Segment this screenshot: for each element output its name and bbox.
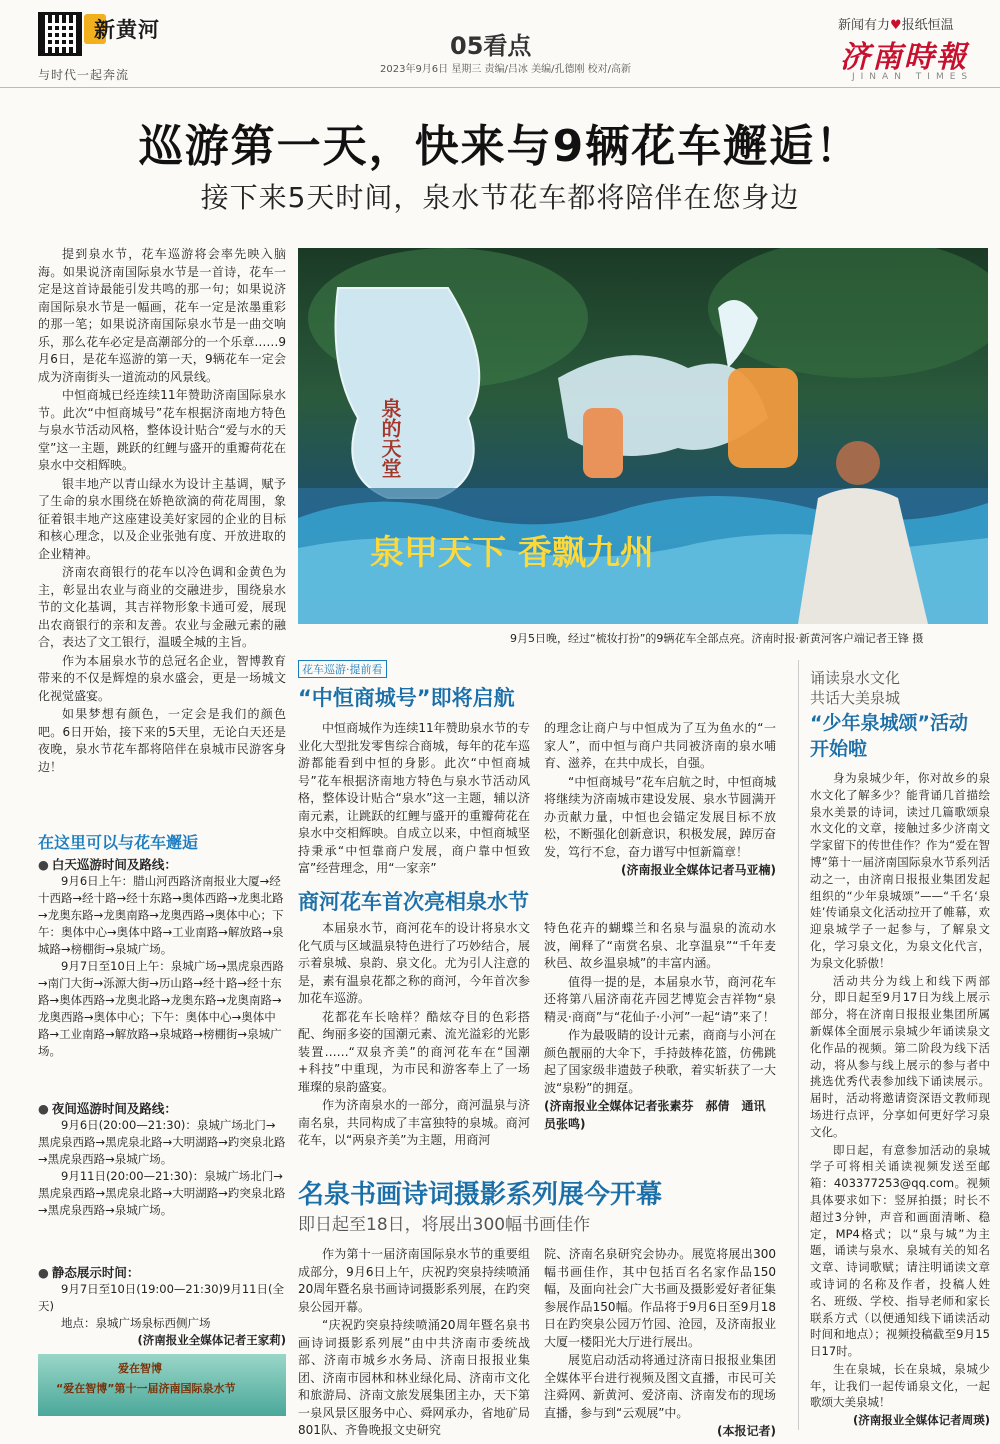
sidebar-title: 在这里可以与花车邂逅 bbox=[38, 833, 199, 852]
story4-title-b: 开始啦 bbox=[810, 738, 868, 760]
static-display-place: 地点：泉城广场泉标西侧广场 bbox=[61, 1316, 211, 1330]
story2-col-a bbox=[298, 920, 530, 1151]
day-route-2: 9月7日至10日上午：泉城广场→黑虎泉西路→南门大街→泺源大街→历山路→经十路→经十东路→奥体西路→龙奥北路→龙奥东路→龙奥南路→龙奥西路→奥体中心；下午：奥体中心→奥体中路→工业南路→解放路→泉城路→榜棚街→泉城广场。 bbox=[38, 959, 284, 1058]
story3-paragraph: 作为第十一届济南国际泉水节的重要组成部分，9月6日上午，庆祝趵突泉持续喷涌20周年暨名泉书画诗词摄影系列展，在趵突泉公园开幕。 bbox=[298, 1247, 530, 1314]
left-paragraph: 提到泉水节，花车巡游将会率先映入脑海。如果说济南国际泉水节是一首诗，花车一定是这首诗最能引发共鸣的那一句；如果说济南国际泉水节是一幅画，花车一定是浓墨重彩的那一笔；如果说济南国际泉水节是一曲交响乐，那么花车必定是高潮部分的一个乐章……9月6日，是花车巡游的第一天，9辆花车一定会成为济南街头一道流动的风景线。 bbox=[38, 247, 286, 384]
banner-line-a: 爱在智博 bbox=[118, 1362, 162, 1375]
section-tag: 花车巡游·提前看 bbox=[298, 660, 387, 678]
night-route-2: 9月11日(20:00—21:30)：泉城广场北门→黑虎泉西路→黑虎泉北路→大明湖路→趵突泉北路→黑虎泉西路→泉城广场。 bbox=[38, 1169, 286, 1217]
day-route-block bbox=[38, 856, 286, 1060]
float-banner-text: 泉甲天下 香飘九州 bbox=[370, 533, 654, 573]
story2-credit: (济南报业全媒体记者张素芬 郝倩 通讯员张鸣) bbox=[544, 1099, 766, 1131]
heart-icon: ♥ bbox=[890, 18, 902, 33]
qr-code-icon[interactable] bbox=[38, 12, 82, 56]
story2-title: 商河花车首次亮相泉水节 bbox=[298, 890, 529, 914]
night-route-block bbox=[38, 1100, 286, 1219]
banner-line-b: “爱在智博”第十一届济南国际泉水节 bbox=[56, 1382, 236, 1395]
story3-credit: (本报记者) bbox=[717, 1424, 776, 1438]
static-display-time: 9月7日至10日(19:00—21:30)9月11日(全天) bbox=[38, 1282, 284, 1313]
vase-shape bbox=[336, 288, 480, 498]
photo-caption: 9月5日晚，经过“梳妆打扮”的9辆花车全部点亮。济南时报·新黄河客户端记者王锋 摄 bbox=[510, 632, 924, 645]
story4-title-a: “少年泉城颂”活动 bbox=[810, 712, 968, 734]
left-paragraph: 银丰地产以青山绿水为设计主基调，赋予了生命的泉水围绕在娇艳欲滴的荷花周围，象征着银丰地产这座建设美好家园的企业的目标和核心理念，以及企业张弛有度、开放进取的企业精神。 bbox=[38, 476, 286, 561]
paper-slogan-a: 新闻有力 bbox=[838, 18, 891, 33]
paper-latin: JINAN TIMES bbox=[852, 72, 974, 82]
story2-paragraph: 作为最吸睛的设计元素，商商与小河在颜色靓丽的大伞下，手持鼓棒花篮，仿佛跳起了国家级非遗鼓子秧歌，着实斩获了一大波“泉粉”的拥趸。 bbox=[544, 1028, 776, 1095]
story4-paragraph: 即日起，有意参加活动的泉城学子可将相关诵读视频发送至邮箱：403377253@qq.com。视频具体要求如下：竖屏拍摄；时长不超过3分钟，声音和画面清晰、稳定，MP4格式；以“泉与城”为主题，诵读与泉水、泉城有关的知名文章、诗词歌赋；请注明诵读文章或诗词的名称及作者，投稿人姓名、班级、学校、指导老师和家长联系方式（以便通知线下诵读活动时间和地点）；视频投稿截至9月15日17时。 bbox=[810, 1142, 990, 1359]
column-divider bbox=[798, 660, 799, 1430]
paper-slogan-b: 报纸恒温 bbox=[901, 18, 954, 33]
brand-mark: 新黄河 bbox=[94, 17, 160, 42]
sidebar-credit: (济南报业全媒体记者王家莉) bbox=[137, 1333, 286, 1347]
vase-text: 泉的天堂 bbox=[378, 398, 402, 478]
day-route-1: 9月6日上午：腊山河西路济南报业大厦→经十西路→经十路→经十东路→奥体西路→龙奥北路→龙奥东路→龙奥南路→龙奥西路→奥体中心；下午：奥体中心→奥体中路→工业南路→解放路→泉城路→榜棚街→泉城广场。 bbox=[38, 874, 284, 956]
story3-title: 名泉书画诗词摄影系列展今开幕 bbox=[298, 1180, 663, 1210]
night-route-heading: ● 夜间巡游时间及路线： bbox=[38, 1100, 286, 1117]
paper-slogan bbox=[838, 14, 954, 33]
story3-subtitle: 即日起至18日，将展出300幅书画佳作 bbox=[298, 1215, 591, 1235]
story1-paragraph: “中恒商城号”花车启航之时，中恒商城将继续为济南城市建设发展、泉水节圆满开办贡献力量，中恒也会锚定发展目标不放松，不断强化创新意识，积极发展，踔厉奋发，笃行不怠，奋力谱写中恒新篇章！ bbox=[544, 774, 776, 859]
left-paragraph: 作为本届泉水节的总冠名企业，智博教育带来的不仅是辉煌的泉水盛会，更是一场城文化视觉盛宴。 bbox=[38, 653, 286, 703]
story1-paragraph: 的理念让商户与中恒成为了互为鱼水的“一家人”，而中恒与商户共同被济南的泉水哺育、滋养，在共中成长，自强。 bbox=[544, 721, 776, 770]
story3-paragraph: 院、济南名泉研究会协办。展览将展出300幅书画佳作，其中包括百名名家作品150幅，及面向社会广大书画及摄影爱好者征集参展作品150幅。作品将于9月6日至9月18日在趵突泉公园万竹园、沧园，及济南报业大厦一楼阳光大厅进行展出。 bbox=[544, 1247, 776, 1349]
story2-paragraph: 值得一提的是，本届泉水节，商河花车还将第八届济南花卉园艺博览会吉祥物“泉精灵·商商”与“花仙子·小河”一起“请”来了！ bbox=[544, 974, 776, 1024]
story2-paragraph: 特色花卉的蝴蝶兰和名泉与温泉的流动水波，阐释了“南赏名泉、北享温泉”“千年麦秋邑、故乡温泉城”的丰富内涵。 bbox=[544, 921, 776, 970]
story4-col bbox=[810, 770, 990, 1429]
day-route-heading: ● 白天巡游时间及路线： bbox=[38, 856, 286, 873]
story4-credit: (济南报业全媒体记者周瑛) bbox=[852, 1413, 990, 1428]
story3-paragraph: “庆祝趵突泉持续喷涌20周年暨名泉书画诗词摄影系列展”由中共济南市委统战部、济南市城乡水务局、济南日报报业集团、济南市园林和林业绿化局、济南市文化和旅游局、济南文旅发展集团主办，天下第一泉风景区服务中心、舜网承办，省地矿局801队、齐鲁晚报文史研究 bbox=[298, 1318, 530, 1437]
story2-col-b bbox=[544, 920, 776, 1133]
story4-kicker-a: 诵读泉水文化 bbox=[810, 669, 901, 687]
story1-credit: (济南报业全媒体记者马亚楠) bbox=[621, 863, 776, 877]
story4-title bbox=[810, 710, 968, 762]
left-paragraph: 济南农商银行的花车以冷色调和金黄色为主，彰显出农业与商业的交融进步，围绕泉水节的文化基调，其吉祥物形象卡通可爱，展现出农商银行的亲和友善。农业与金融元素的融合，表达了文工银行，温暖全城的主旨。 bbox=[38, 565, 286, 649]
story1-col-b bbox=[544, 720, 776, 880]
night-route-1: 9月6日(20:00—21:30)：泉城广场北门→黑虎泉西路→黑虎泉北路→大明湖路→趵突泉北路→黑虎泉西路→泉城广场。 bbox=[38, 1118, 286, 1166]
story3-paragraph: 展览启动活动将通过济南日报报业集团全媒体平台进行视频及图文直播，市民可关注舜网、新黄河、爱济南、济南发布的现场直播，参与到“云观展”中。 bbox=[544, 1353, 776, 1420]
left-article bbox=[38, 246, 286, 777]
float-illustration bbox=[298, 248, 988, 624]
story2-paragraph: 作为济南泉水的一部分，商河温泉与济南名泉，共同构成了丰富独特的泉城。商河花车，以“两泉齐美”为主题，用商河 bbox=[298, 1098, 530, 1147]
static-display-block bbox=[38, 1264, 286, 1349]
ad-banner[interactable] bbox=[38, 1354, 286, 1416]
page-label: 05看点 bbox=[450, 32, 532, 60]
brand-slogan: 与时代一起奔流 bbox=[38, 68, 130, 82]
left-paragraph: 如果梦想有颜色，一定会是我们的颜色吧。6日开始，接下来的5天里，无论白天还是夜晚，泉水节花车都将陪伴在泉城市民游客身边！ bbox=[38, 707, 286, 774]
masthead bbox=[0, 0, 1000, 88]
float-photo bbox=[298, 248, 988, 624]
page-subheadline: 接下来5天时间，泉水节花车都将陪伴在您身边 bbox=[200, 181, 800, 214]
left-paragraph: 中恒商城已经连续11年赞助济南国际泉水节。此次“中恒商城号”花车根据济南地方特色与泉水节活动风格，整体设计贴合“爱与水的天堂”这一主题，跳跃的红鲤与盛开的重瓣荷花在泉水中交相辉映。 bbox=[38, 388, 286, 472]
static-display-heading: ● 静态展示时间： bbox=[38, 1264, 286, 1281]
story3-col-b bbox=[544, 1246, 776, 1441]
story4-paragraph: 身为泉城少年，你对故乡的泉水文化了解多少？能背诵几首描绘泉水美景的诗词，读过几篇歌颂泉水文化的文章，接触过多少济南文学家留下的传世佳作？作为“爱在智博”第十一届济南国际泉水节系列活动之一，由济南日报报业集团发起组织的“少年泉城颂”——“千名‘泉娃’传诵泉文化活动拉开了帷幕，欢迎泉城学子一起参与，了解泉文化，学习泉文化，为泉文化代言，为泉文化骄傲！ bbox=[810, 771, 990, 970]
page-meta: 2023年9月6日 星期三 责编/吕冰 美编/孔德刚 校对/高新 bbox=[380, 64, 631, 75]
story2-paragraph: 花都花车长啥样？酷炫夺目的色彩搭配、绚丽多姿的国潮元素、流光溢彩的光影装置……“双泉齐美”的商河花车在“国潮+科技”中重现，为市民和游客奉上了一场璀璨的泉韵盛宴。 bbox=[298, 1009, 530, 1094]
story1-title: “中恒商城号”即将启航 bbox=[298, 686, 515, 710]
story4-paragraph: 生在泉城，长在泉城，泉城少年，让我们一起传诵泉文化，一起歌颂大美泉城！ bbox=[810, 1361, 990, 1410]
story3-col-a bbox=[298, 1246, 530, 1441]
story1-paragraph: 中恒商城作为连续11年赞助泉水节的专业化大型批发零售综合商城，每年的花车巡游都能看到中恒的身影。此次“中恒商城号”花车根据济南地方特色与泉水节活动风格，整体设计贴合“泉水”这一主题，辅以济南元素，让跳跃的红鲤与盛开的重瓣荷花在泉水中交相辉映。自成立以来，中恒商城坚持秉承“中恒靠商户发展，商户靠中恒致富”经营理念，用“一家亲” bbox=[298, 721, 530, 875]
story4-paragraph: 活动共分为线上和线下两部分，即日起至9月17日为线上展示部分，将在济南日报报业集团所属新媒体全面展示泉城少年诵读泉文化作品的视频。第二阶段为线下活动，将从参与线上展示的参与者中挑选优秀代表参加线下诵读展示。届时，活动将邀请资深语文教师现场进行点评，分享如何更好学习泉文化。 bbox=[810, 973, 990, 1139]
story4-kicker bbox=[810, 668, 900, 708]
story4-kicker-b: 共话大美泉城 bbox=[810, 689, 901, 707]
paper-name-logo: 济南時報 bbox=[840, 40, 968, 75]
story1-col-a bbox=[298, 720, 530, 879]
story2-paragraph: 本届泉水节，商河花车的设计将泉水文化气质与区域温泉特色进行了巧妙结合，展示着泉城、泉韵、泉文化。尤为引人注意的是，素有温泉花都之称的商河，今年首次参加花车巡游。 bbox=[298, 921, 530, 1005]
page-headline: 巡游第一天，快来与9辆花车邂逅！ bbox=[138, 121, 862, 172]
